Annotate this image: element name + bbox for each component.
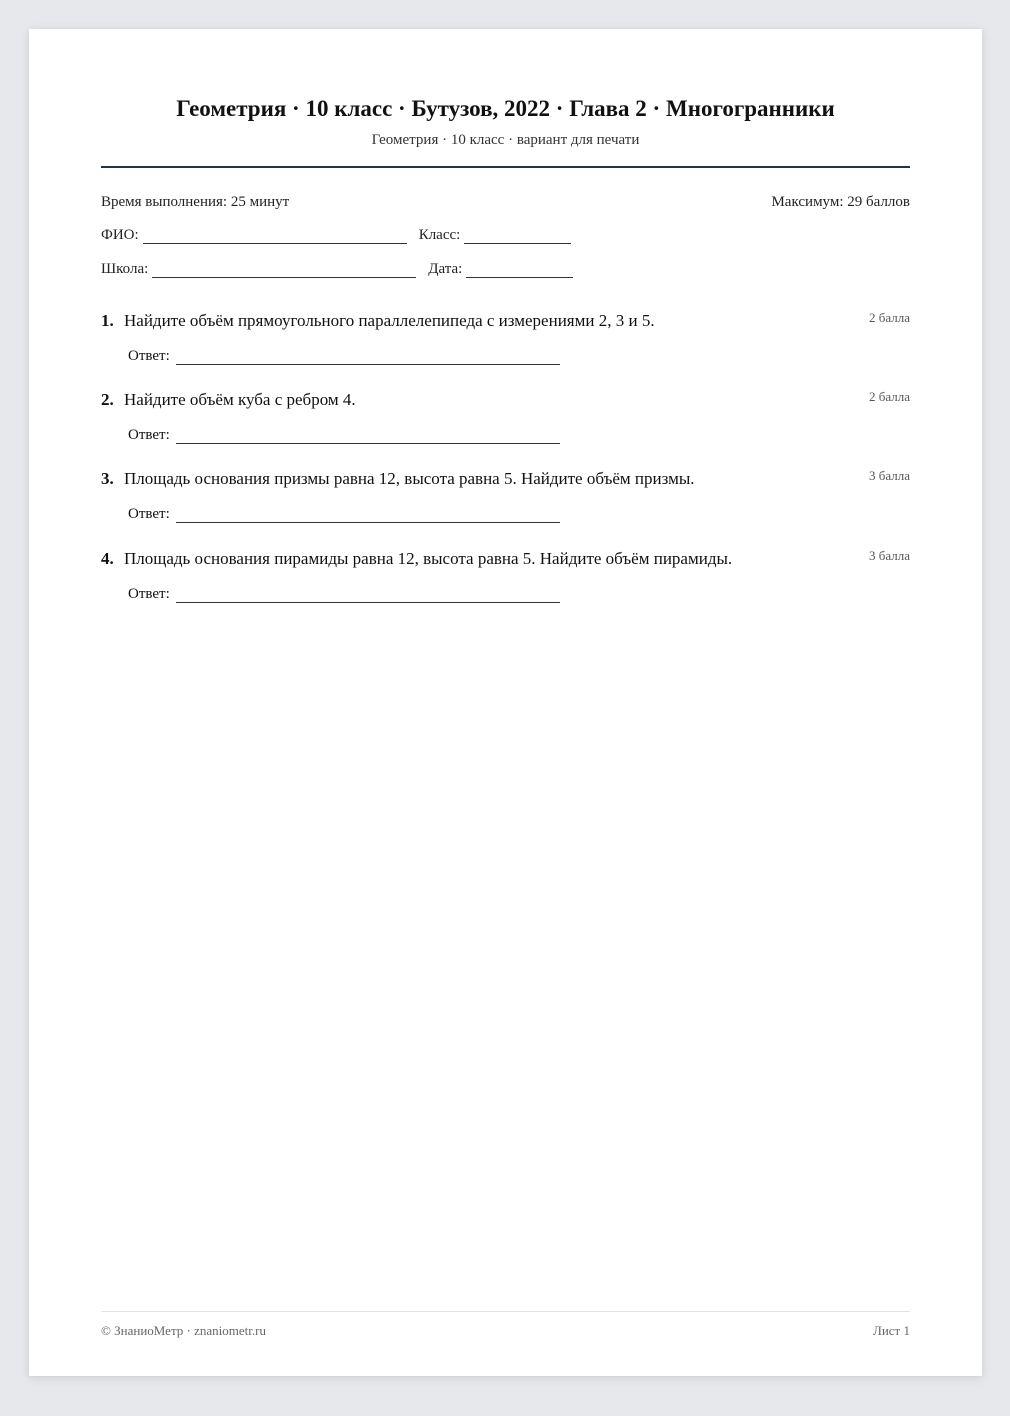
answer-field[interactable]: [176, 588, 560, 603]
date-field[interactable]: [466, 263, 573, 278]
worksheet-page: [29, 29, 982, 1376]
max-score: Максимум: 29 баллов: [771, 194, 910, 210]
task-number: 1.: [101, 311, 114, 330]
answer-row: [128, 347, 560, 365]
task-text: Найдите объём куба с ребром 4.: [124, 390, 356, 409]
date-label: Дата:: [428, 261, 463, 277]
name-class-row: [101, 226, 910, 244]
answer-label: Ответ:: [128, 427, 170, 443]
answer-row: [128, 426, 560, 444]
footer-copyright: © ЗнаниоМетр · znaniometr.ru: [101, 1323, 266, 1338]
task-question: [101, 389, 356, 411]
answer-label: Ответ:: [128, 348, 170, 364]
class-field[interactable]: [464, 229, 571, 244]
page-footer: [101, 1323, 910, 1339]
fio-label: ФИО:: [101, 227, 139, 243]
task-points: 3 балла: [869, 468, 910, 483]
answer-field[interactable]: [176, 429, 560, 444]
task-points: 3 балла: [869, 548, 910, 563]
task-number: 3.: [101, 469, 114, 488]
task-points: 2 балла: [869, 389, 910, 404]
task-text: Площадь основания призмы равна 12, высота равна 5. Найдите объём призмы.: [124, 469, 695, 488]
class-label: Класс:: [418, 227, 461, 243]
answer-field[interactable]: [176, 350, 560, 365]
task-text: Найдите объём прямоугольного параллелепипеда с измерениями 2, 3 и 5.: [124, 311, 655, 330]
footer-divider: [101, 1311, 910, 1312]
page-title: Геометрия · 10 класс · Бутузов, 2022 · Глава 2 · Многогранники: [176, 96, 835, 121]
header-divider: [101, 166, 910, 168]
school-field[interactable]: [152, 263, 416, 278]
school-date-row: [101, 260, 910, 278]
task-number: 4.: [101, 549, 114, 568]
meta-row: [101, 193, 910, 211]
task-points: 2 балла: [869, 310, 910, 325]
page-subtitle: Геометрия · 10 класс · вариант для печати: [371, 132, 640, 148]
answer-field[interactable]: [176, 508, 560, 523]
task-question: [101, 548, 732, 570]
task-question: [101, 468, 695, 490]
answer-label: Ответ:: [128, 506, 170, 522]
answer-row: [128, 505, 560, 523]
answer-label: Ответ:: [128, 586, 170, 602]
task-number: 2.: [101, 390, 114, 409]
task-text: Площадь основания пирамиды равна 12, высота равна 5. Найдите объём пирамиды.: [124, 549, 733, 568]
task-question: [101, 310, 655, 332]
time-limit: Время выполнения: 25 минут: [101, 194, 290, 210]
answer-row: [128, 585, 560, 603]
fio-field[interactable]: [143, 229, 407, 244]
page-number: Лист 1: [873, 1323, 910, 1338]
school-label: Школа:: [101, 261, 149, 277]
